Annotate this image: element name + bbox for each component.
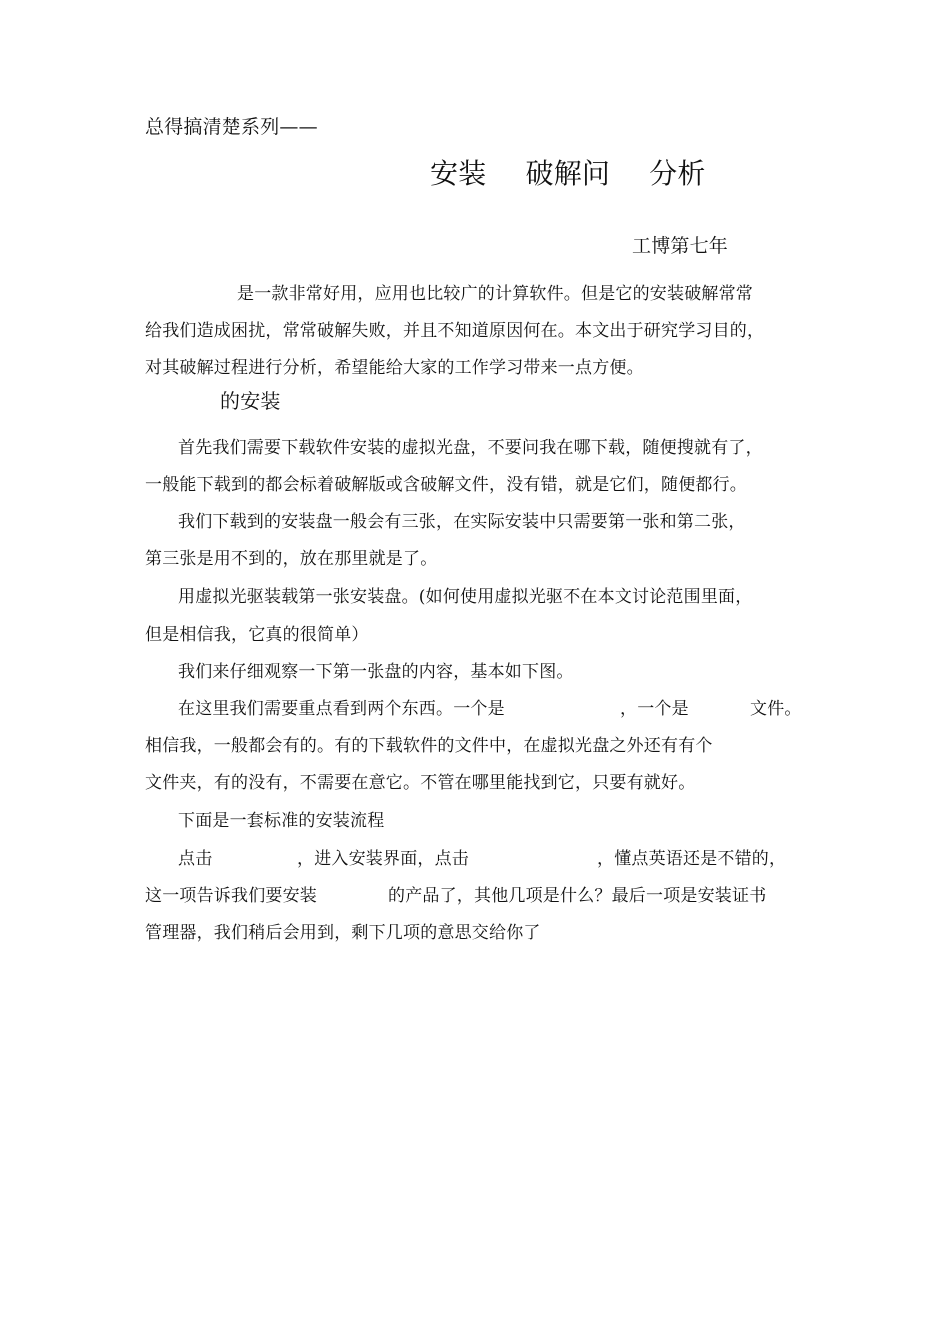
p5-line-1c: 文件。	[750, 699, 802, 719]
author-line: 工博第七年	[632, 235, 729, 257]
p5-line-1a: 在这里我们需要重点看到两个东西。一个是	[178, 699, 505, 719]
p4-line-1: 我们来仔细观察一下第一张盘的内容，基本如下图。	[178, 662, 574, 682]
p7-line-2b: 的产品了，其他几项是什么？最后一项是安装证书	[388, 886, 767, 906]
p5-line-3: 文件夹，有的没有，不需要在意它。不管在哪里能找到它，只要有就好。	[145, 773, 696, 793]
title-part-1: 安装	[430, 157, 487, 190]
p7-line-2a: 这一项告诉我们要安装	[145, 886, 317, 906]
section-title: 的安装	[220, 389, 281, 413]
p5-line-1b: ，一个是	[620, 699, 689, 719]
p1-line-1: 首先我们需要下载软件安装的虚拟光盘，不要问我在哪下载，随便搜就有了，	[178, 438, 763, 458]
p6-line-1: 下面是一套标准的安装流程	[178, 811, 385, 831]
p7-line-1a: 点击	[178, 849, 213, 869]
intro-line-2: 给我们造成困扰，常常破解失败，并且不知道原因何在。本文出于研究学习目的，	[145, 321, 765, 341]
intro-line-3: 对其破解过程进行分析，希望能给大家的工作学习带来一点方便。	[145, 358, 644, 378]
p2-line-1: 我们下载到的安装盘一般会有三张，在实际安装中只需要第一张和第二张，	[178, 512, 746, 532]
p3-line-2: 但是相信我，它真的很简单）	[145, 625, 369, 645]
p7-line-1b: ，进入安装界面，点击	[297, 849, 469, 869]
p3-line-1: 用虚拟光驱装载第一张安装盘。(如何使用虚拟光驱不在本文讨论范围里面，	[178, 587, 753, 607]
title-part-2: 破解问	[525, 157, 611, 190]
series-heading: 总得搞清楚系列——	[145, 116, 318, 138]
p5-line-2: 相信我，一般都会有的。有的下载软件的文件中，在虚拟光盘之外还有有个	[145, 736, 713, 756]
intro-line-1: 是一款非常好用，应用也比较广的计算软件。但是它的安装破解常常	[237, 284, 753, 304]
p7-line-1c: ，懂点英语还是不错的，	[597, 849, 787, 869]
document-title	[430, 156, 706, 192]
p7-line-3: 管理器，我们稍后会用到，剩下几项的意思交给你了	[145, 923, 541, 943]
p2-line-2: 第三张是用不到的，放在那里就是了。	[145, 549, 438, 569]
p1-line-2: 一般能下载到的都会标着破解版或含破解文件，没有错，就是它们，随便都行。	[145, 475, 747, 495]
title-part-3: 分析	[649, 157, 706, 190]
